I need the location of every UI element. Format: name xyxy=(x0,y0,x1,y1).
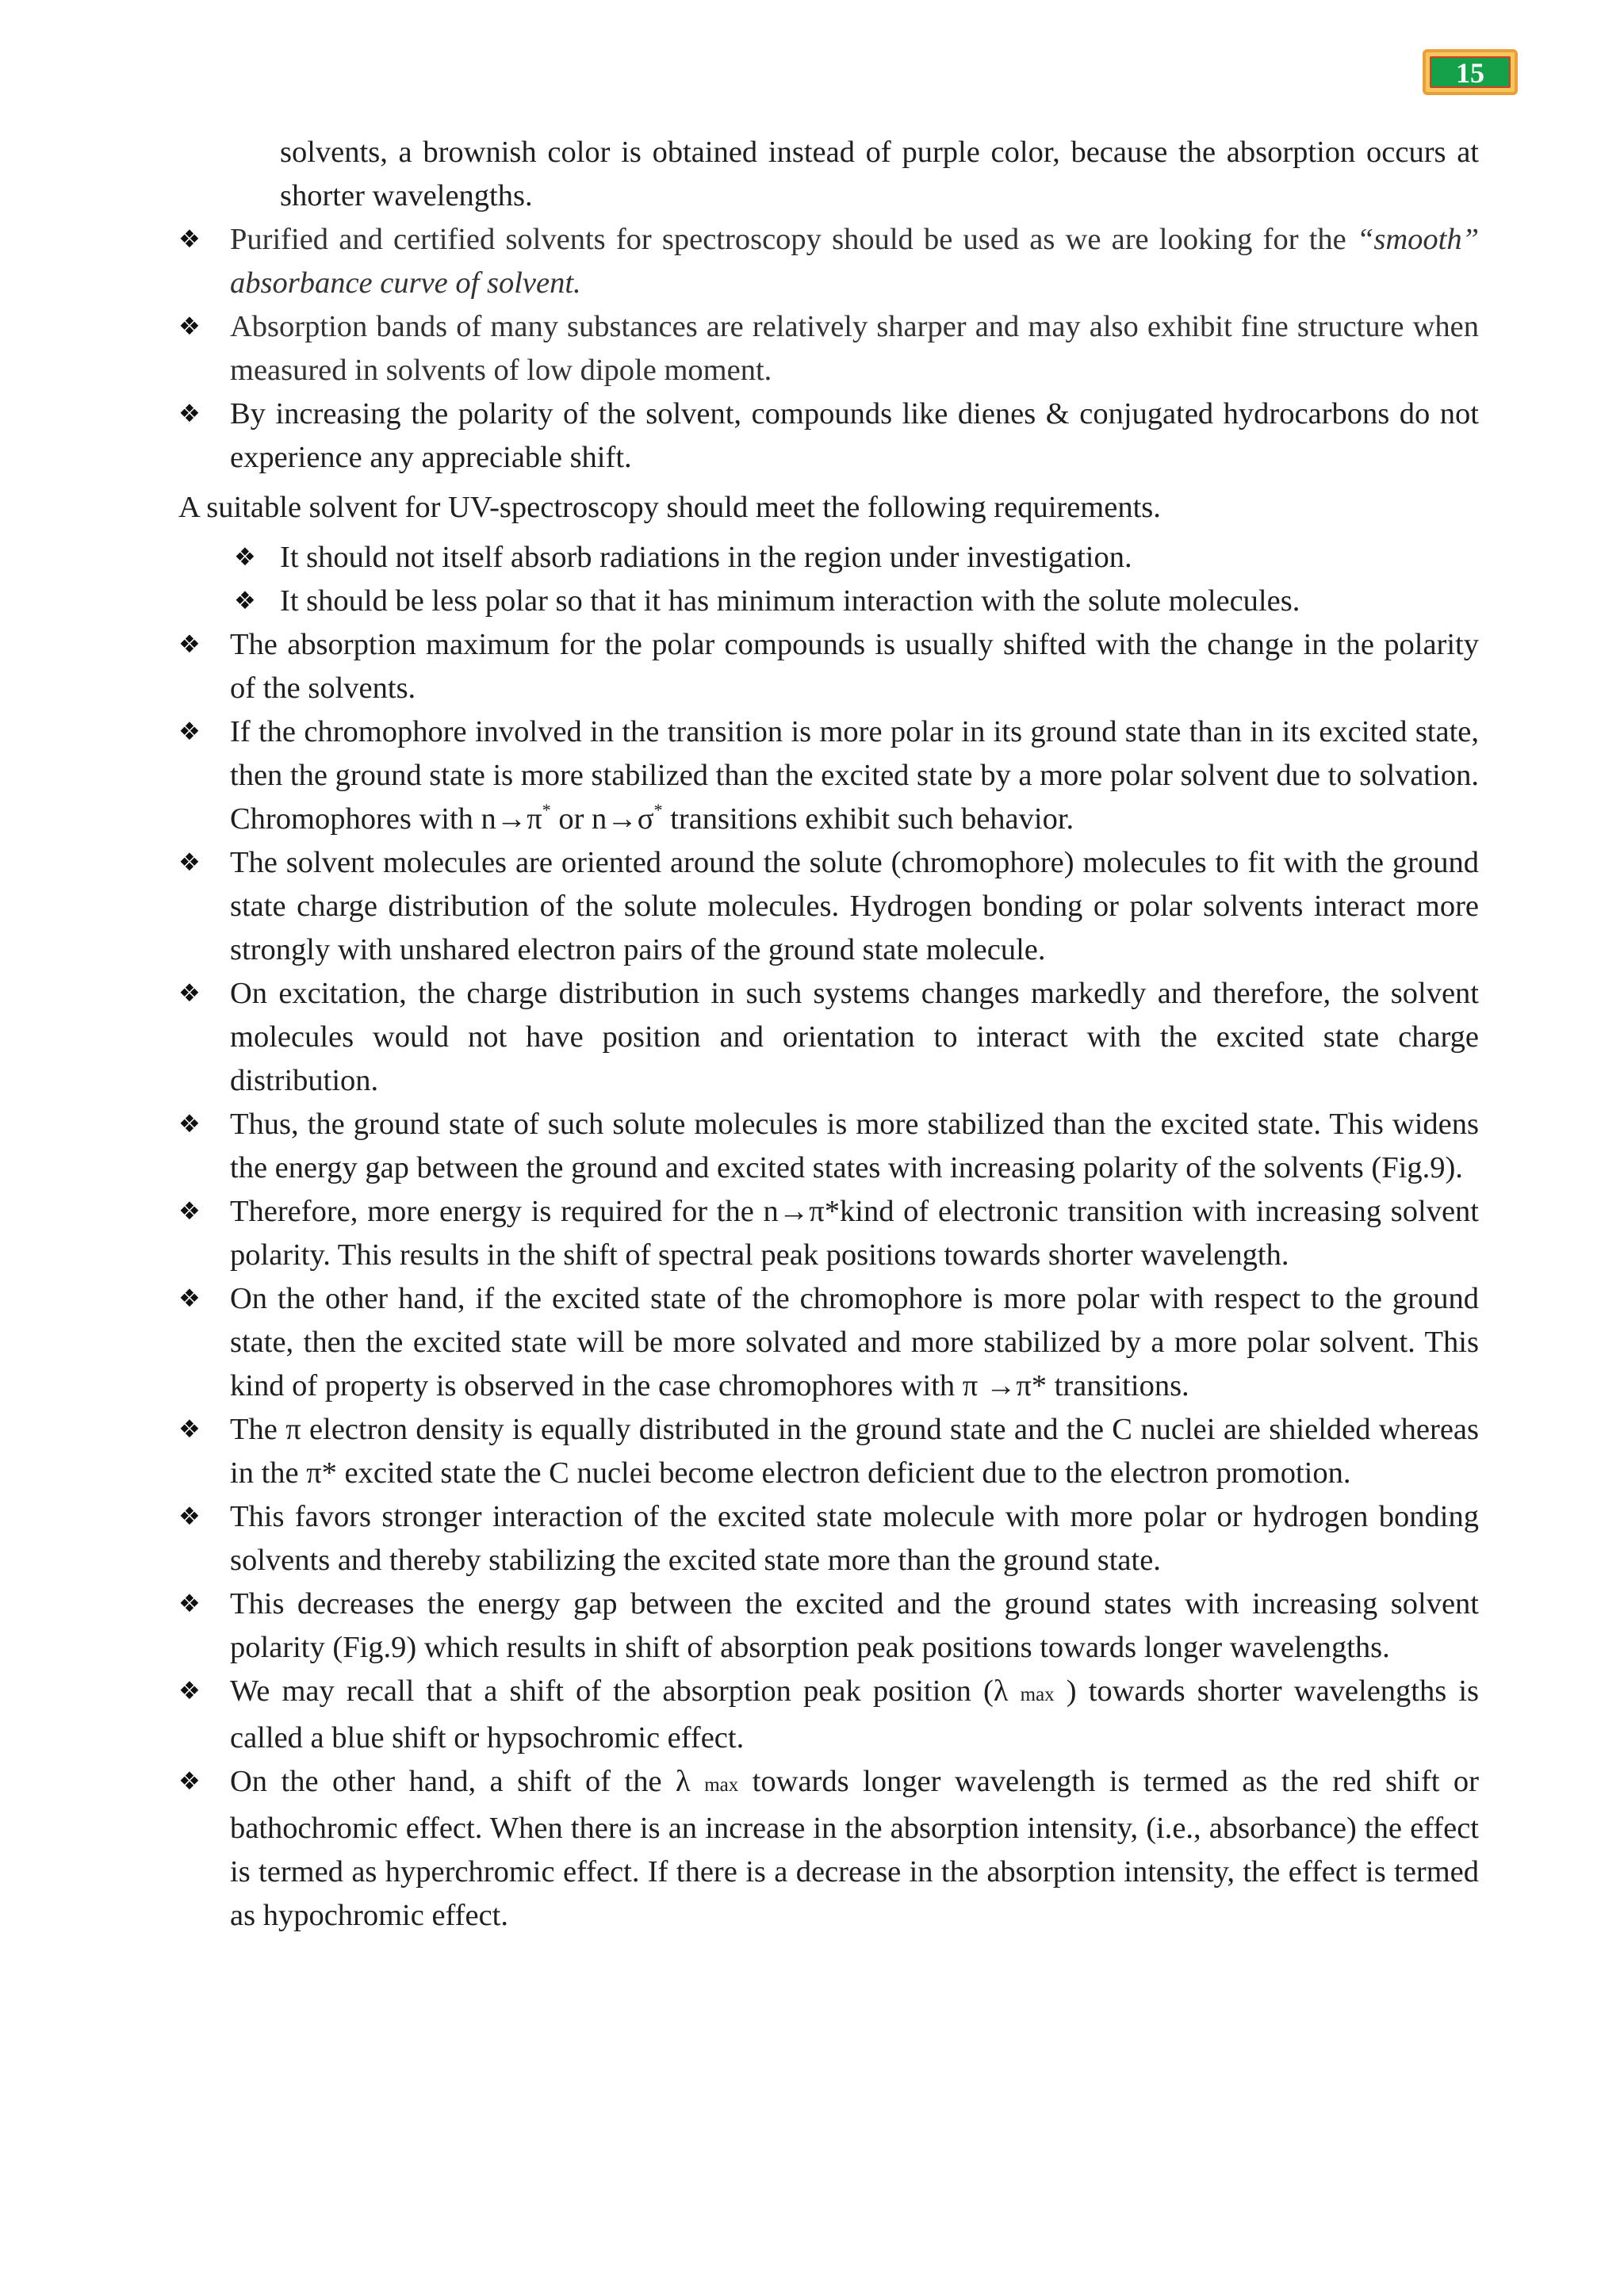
diamond-bullet-icon: ❖ xyxy=(178,848,201,877)
sub-bullet-item: ❖ It should not itself absorb radiations in the region under investigation. xyxy=(178,536,1479,580)
bullet-item: ❖ Thus, the ground state of such solute molecules is more stabilized than the excited state. This widens the energy gap between the ground and excited states with increasing polarity of the solvents (Fig.9). xyxy=(178,1103,1479,1190)
bullet-item: ❖ On excitation, the charge distribution in such systems changes markedly and therefore, the solvent molecules would not have position and orientation to interact with the excited state charge distribution. xyxy=(178,972,1479,1103)
diamond-bullet-icon: ❖ xyxy=(178,400,201,428)
diamond-bullet-icon: ❖ xyxy=(178,1677,201,1705)
bullet-item: ❖ This decreases the energy gap between the excited and the ground states with increasing solvent polarity (Fig.9) which results in shift of absorption peak positions towards longer wavelengths. xyxy=(178,1582,1479,1670)
diamond-bullet-icon: ❖ xyxy=(178,1590,201,1618)
diamond-bullet-icon: ❖ xyxy=(178,718,201,746)
diamond-bullet-icon: ❖ xyxy=(178,1415,201,1444)
diamond-bullet-icon: ❖ xyxy=(178,1110,201,1138)
bullet-item: ❖ The absorption maximum for the polar compounds is usually shifted with the change in the polarity of the solvents. xyxy=(178,623,1479,710)
page-body xyxy=(178,131,1479,1938)
diamond-bullet-icon: ❖ xyxy=(178,979,201,1008)
diamond-bullet-icon: ❖ xyxy=(178,630,201,659)
bullet-item: ❖ Absorption bands of many substances are relatively sharper and may also exhibit fine structure when measured in solvents of low dipole moment. xyxy=(178,305,1479,392)
requirements-intro: A suitable solvent for UV-spectroscopy should meet the following requirements. xyxy=(178,491,1161,524)
bullet-item: ❖ The π electron density is equally distributed in the ground state and the C nuclei are shielded whereas in the π* excited state the C nuclei become electron deficient due to the electron promotion. xyxy=(178,1408,1479,1495)
diamond-bullet-icon: ❖ xyxy=(234,543,256,572)
bullet-item: ❖ If the chromophore involved in the transition is more polar in its ground state than in its excited state, then the ground state is more stabilized than the excited state by a more polar solvent due to solvation. Chromophores with n→π* or n→σ* transitions exhibit such behavior. xyxy=(178,710,1479,841)
bullet-item: ❖ Purified and certified solvents for spectroscopy should be used as we are looking for the “smooth” absorbance curve of solvent. xyxy=(178,218,1479,305)
bullet-item: ❖ On the other hand, a shift of the λ max towards longer wavelength is termed as the red shift or bathochromic effect. When there is an increase in the absorption intensity, (i.e., absorbance) the effect is termed as hyperchromic effect. If there is a decrease in the absorption intensity, the effect is termed as hypochromic effect. xyxy=(178,1760,1479,1938)
bullet-item: ❖ By increasing the polarity of the solvent, compounds like dienes & conjugated hydrocarbons do not experience any appreciable shift. xyxy=(178,392,1479,480)
diamond-bullet-icon: ❖ xyxy=(178,225,201,254)
bullet-item: ❖ The solvent molecules are oriented around the solute (chromophore) molecules to fit with the ground state charge distribution of the solute molecules. Hydrogen bonding or polar solvents interact more strongly with unshared electron pairs of the ground state molecule. xyxy=(178,841,1479,972)
diamond-bullet-icon: ❖ xyxy=(178,312,201,341)
page-number: 15 xyxy=(1430,56,1511,88)
bullet-item: ❖ On the other hand, if the excited state of the chromophore is more polar with respect to the ground state, then the excited state will be more solvated and more stabilized by a more polar solvent. This kind of property is observed in the case chromophores with π →π* transitions. xyxy=(178,1277,1479,1408)
diamond-bullet-icon: ❖ xyxy=(178,1197,201,1226)
diamond-bullet-icon: ❖ xyxy=(234,587,256,615)
bullet-item: ❖ This favors stronger interaction of the excited state molecule with more polar or hydrogen bonding solvents and thereby stabilizing the excited state more than the ground state. xyxy=(178,1495,1479,1582)
diamond-bullet-icon: ❖ xyxy=(178,1767,201,1796)
bullet-item: ❖ We may recall that a shift of the absorption peak position (λ max ) towards shorter wavelengths is called a blue shift or hypsochromic effect. xyxy=(178,1670,1479,1760)
page-number-badge xyxy=(1423,49,1518,95)
diamond-bullet-icon: ❖ xyxy=(178,1502,201,1531)
diamond-bullet-icon: ❖ xyxy=(178,1284,201,1313)
sub-bullet-item: ❖ It should be less polar so that it has minimum interaction with the solute molecules. xyxy=(178,580,1479,623)
paragraph-continuation: solvents, a brownish color is obtained instead of purple color, because the absorption occurs at shorter wavelengths. xyxy=(280,136,1479,212)
bullet-item: ❖ Therefore, more energy is required for the n→π*kind of electronic transition with increasing solvent polarity. This results in the shift of spectral peak positions towards shorter wavelength. xyxy=(178,1190,1479,1277)
